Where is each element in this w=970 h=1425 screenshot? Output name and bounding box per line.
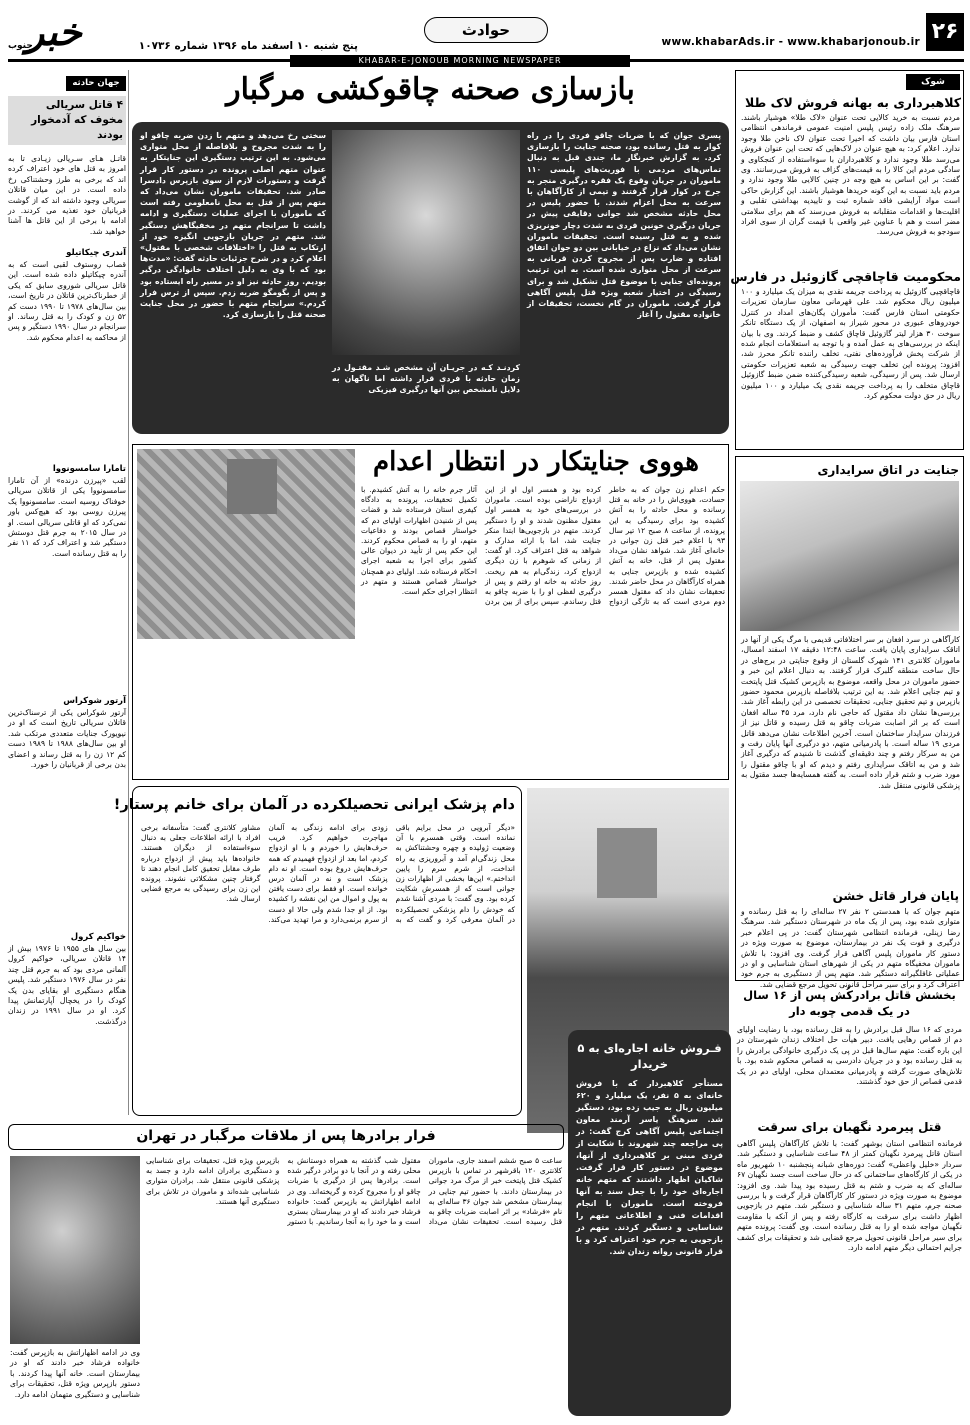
story-4 [8, 1124, 564, 1419]
headline: دام پزشک ایرانی تحصیلکرده در آلمان برای خانم پرستار! [113, 797, 515, 813]
story-text-right: پسری جوان که با ضربات چاقو فردی را در راه کوار به قتل رسانده بود، صحنه جنایت را بازسازی کرد. به گزارش خبرنگار ما، جندی قبل به دنبال تماس‌های مردمی با فوریت‌های پلیسی ۱۱۰ ماموران در جریان وقوع یک فقره درگیری منجر به جرح در کوار قرار گرفتند و تیمی از کارآگاهان با سرعت به محل اعزام شدند. با حضور پلیس در محل حادثه مشخص شد جوانی دقایقی پیش در جریان درگیری خونین فردی به شدت دچار خونریزی شده و به قتل رسیده است. تحقیقات ماموران نشان می‌داد که نزاع در خیابانی بین دو جوان اتفاق افتاده و ضارب پس از مجروح کردن قربانی به سرعت از محل متواری شده است. به این ترتیب پرونده‌ای جنایی با موضوع قتل تشکیل شد و برای رسیدگی در اختیار شعبه ویژه قتل پلیس آگاهی قرار گرفت. ماموران در گام نخست، تحقیقات از خانواده مقتول را آغاز [527, 131, 721, 320]
article-body: کارآگاهی در سرد افغان بر سر اختلافاتی قدیمی با مرگ یکی از آنها در اتاقک سرایداری پایان یافت. ساعت ۱۲:۴۸ دقیقه ۱۷ اسفند امسال، ماموران کلانتری ۱۴۱ شهرک گلستان از وقوع جنایتی در برج‌های در حال ساخت منطقه گلبرک قرار گرفتند. به دنبال اعلام این خبر و حضور ماموران در محل واقعه، موضوع به بازپرس کشیک قتل پایتخت و تیم جنایی اعلام شد. به این ترتیب بلافاصله بازپرس محمود حضور بازپرس و تیم تحقیق جنایی، تحقیقات تخصصی در این رابطه آغاز شد. بررسی‌ها نشان داد مقتول که حاجی نام دارد، مرد ۴۵ ساله افغان است که بر اثر اصابت ضربات چاقو به قتل رسیده و قاتل نیز از فرزندان سرایدار ساختمان است. آخرین اطلاعات نشان می‌دهد قاتل مردی ۱۹ ساله است. با پادرمیانی متهم، دو درگیری آنها پایان رفت و من به سرکار رفتم و چند دقیقه‌ای گذشت تا شنیدم که درگیری آغاز شد و من به اتاقک سرایداری رفتم و دیدم که او با چاقو مقتول را مورد ضرب و شتم قرار داده است. به گفته همسایه‌ها جسد مقتول به پزشکی قانونی منتقل شد. [741, 635, 960, 790]
article-title: بخشش قاتل برادرکُش پس از ۱۶ سال در یک قدمی چوبه دار [743, 988, 956, 1018]
headline: بازسازی صحنه چاقوکشی مرگبار [226, 72, 635, 107]
logo-text: خبر [26, 9, 82, 54]
section-banner: حوادث [424, 17, 548, 43]
woman-photo [137, 449, 355, 639]
headline: فرار برادرها پس از ملاقات مرگبار در تهران [136, 1128, 436, 1144]
headline: هووی جنایتکار در انتظار اعدام [373, 447, 699, 477]
subhead: تامارا سامسونووا [52, 464, 126, 474]
right-column [730, 70, 964, 1415]
websites-line: www.khabarAds.ir - www.khabarjonoub.ir [661, 36, 920, 48]
story-3-box [113, 786, 522, 1116]
box-text: مستأجر کلاهبردار که با فروش خانه‌ای به ۵ نفر، یک میلیارد و ۶۲۰ میلیون ریال به جیب زده بود، دستگیر شد. سرهنگ یاسر آرمند معاون اجتماعی پلیس آگاهی کرج گفت: در پی مراجعه چند شهروند با شکایت از فردی مبنی بر کلاهبرداری از آنها، موضوع در دستور کار قرار گرفت. شاکیان اظهار داشتند که متهم خانه اجاره‌ای خود را با جعل سند به آنها فروخته است. ماموران با انجام اقدامات فنی و اطلاعاتی متهم را شناسایی و دستگیر کردند. متهم در بازجویی به جرم خود اعتراف کرد و با قرار قانونی روانه زندان شد. [576, 1079, 723, 1256]
page-number-box: ۲۶ [926, 13, 964, 51]
intro-text: قاتـل هـای سـریالی زیـادی تا به امروز به قتل های خود اعتراف کرده اند که برخی به طرز وحشتناکی رخ داده است. در این میان قاتلان سریالی وجود داشته اند که از گوشت قربانیان خود تغذیه می کردند. در ادامه با برخی از این قاتل ها آشنا خواهید شد. [8, 154, 126, 236]
article-title: جنایت در اتاق سرایداری [817, 463, 959, 477]
article-title: محکومیت قاچاقچی گازوئیل در فارس [730, 269, 961, 284]
story-text-bottom: کردنـد کـه در جریـان آن مشخص شـد مقتـول در زمان حادثه با فردی قرار داشته اما ناگهان به دلایل نامشخص بین آنها درگیری فیزیکی [332, 363, 520, 395]
article-title: کلاهبرداری به بهانه فروش لاک طلا [745, 95, 961, 110]
article-body: قاچاقچیی گازوئیل به پرداخت جریمه نقدی به میزان یک میلیارد و ۱۰۰ میلیون ریال محکوم شد. علی قهرمانی معاون سازمان تعزیرات حکومتی استان فارس گفت: مأموران یگان‌های امداد در کنترل خودروهای عبوری در محور شیراز به اصفهان، از یک دستگاه تانکر سوخت ۳۰ هزار لیتر گازوئیل قاچاق کشف و ضبط کردند. وی با بیان اینکه در بررسی‌های به عمل آمده و با توجه به استعلامات انجام شده از شرکت پخش فرآورده‌های نفتی، تخلف راننده تانکر محرز شد، افزود: پرونده این تخلف جهت رسیدگی به شعبه تعزیرات حکومتی ارسال شد. پس از رسیدگی، شعبه رسیدگی‌کننده ضمن ضبط گازوئیل قاچاق متخلف را به پرداخت جریمه نقدی یک میلیارد و ۱۰۰ میلیون ریال در حق دولت محکوم کرد. [741, 287, 960, 401]
story-text: حکم اعدام زن جوان که به خاطر حسادت، هووی‌اش را در خانه به قتل رسانده و محل حادثه را به آتش کشیده بود برای رسیدگی به این پرونده، از ساعت ۸ صبح ۱۲ تیر سال ۹۳ با اعلام خبر قتل زن جوانی در خانه‌ای آغاز شد. شواهد نشان می‌داد مقتول پس از قتل، خانه به آتش کشیده شده و بازپرس جنایی به همراه کارآگاهان در محل حاضر شدند. تحقیقات نشان داد که مقتول همسر دوم مردی است که به تازگی ازدواج کرده بود و همسر اول او از این ازدواج ناراضی بوده است. ماموران در بررسی‌های خود به همسر اول مقتول مظنون شدند و او را دستگیر کردند. متهم در بازجویی‌ها ابتدا منکر جنایت شد، اما با ارائه مدارک و شواهد به قتل اعتراف کرد. او گفت: از زمانی که شوهرم با زن دیگری ازدواج کرد، زندگی‌ام به هم ریخت. روز حادثه به خانه او رفتم و پس از درگیری لفظی او را با ضربه چاقو به قتل رساندم. سپس برای از بین بردن آثار جرم خانه را به آتش کشیدم. با تکمیل تحقیقات، پرونده به دادگاه کیفری استان فرستاده شد و قضات پس از شنیدن اظهارات اولیای دم که خواستار قصاص بودند و دفاعیات متهم، او را به قصاص محکوم کردند. این حکم پس از تأیید در دیوان عالی کشور برای اجرا به شعبه اجرای احکام فرستاده شد. اولیای دم همچنان خواستار قصاص هستند و متهم در انتظار اجرای حکم است. [360, 485, 725, 607]
story-text: «دیگر آبرویی در محل برایم باقی نمانده است. وقتی همسرم با آن وضعیت ژولیده و چهره وحشتناکش به محل زندگی‌ام آمد و آبروریزی به راه انداخت، از شرم سرم را پایین انداختم.» این‌ها بخشی از اظهارات زن جوانی است که از همسرش شکایت کرده بود. وی گفت: با مردی آشنا شدم که خودش را دام پزشکی تحصیلکرده در آلمان معرفی کرد و گفت که به زودی برای ادامه زندگی به آلمان مهاجرت خواهیم کرد. فریب حرف‌هایش را خوردم و با او ازدواج کردم، اما بعد از ازدواج فهمیدم که همه حرف‌هایش دروغ بوده است. او نه دام پزشک است و نه در آلمان درس خوانده است. او فقط برای دست یافتن به پول و اموال من این نقشه را کشیده بود. از او جدا شدم ولی حالا او دست از سرم برنمی‌دارد و مرا تهدید می‌کند. مشاور کلانتری گفت: متأسفانه برخی افراد با ارائه اطلاعات جعلی به دنبال سوءاستفاده از دیگران هستند. خانواده‌ها باید پیش از ازدواج درباره طرف مقابل تحقیق کامل انجام دهند تا گرفتار چنین مشکلاتی نشوند. پرونده این زن برای رسیدگی به مرجع قضایی ارسال شد. [141, 823, 515, 924]
logo-sub: جنوب [8, 41, 33, 51]
subhead: آرتور شوکراس [63, 696, 126, 706]
right-box-3 [735, 987, 964, 1415]
article-title: قتل پیرمرد نگهبان برای سرقت [757, 1120, 942, 1134]
shock-kicker: شوک [906, 74, 960, 90]
subhead: خواکیم کرول [70, 932, 126, 942]
office-photo [740, 481, 959, 631]
lead-title: ۴ قاتل سریالی مخوف که آدمخوار بودند [8, 96, 126, 145]
section-text: آرتور شوکراس یکی از ترسناک‌ترین قاتلان سریالی تاریخ است که او در نیویورک جنایات متعددی مرتکب شد. او بین سال‌های ۱۹۸۸ تا ۱۹۸۹ دست کم ۱۲ زن را به قتل رساند و اعضای بدن برخی از قربانیان را خورد. [8, 708, 126, 770]
top-story [132, 70, 729, 435]
newspaper-logo [8, 9, 113, 57]
brothers-photo [10, 1156, 140, 1344]
photo-caption: وی در ادامه اظهاراتش به بازپرس گفت: خانواده فرشاد خبر دادند که او در بیمارستان است. خانه آنها پیدا کردند. با دستور بازپرس ویژه قتل، تحقیقات برای شناسایی و دستگیری متهمان ادامه دارد. [10, 1348, 140, 1399]
story-box [132, 122, 729, 434]
subhead: آندری چیکاتیلو [66, 248, 126, 258]
article-body: مردی که ۱۶ سال قبل برادرش را به قتل رسانده بود، با رضایت اولیای دم از قصاص رهایی یافت. دبیر هیأت حل اختلاف زندان شهرستان در این باره گفت: متهم سال‌ها قبل در پی یک درگیری خانوادگی برادرش را به قتل رسانده بود و در جریان دادرسی به قصاص محکوم شده بود. با تلاش‌های صورت گرفته و پادرمیانی معتمدان محلی، اولیای دم در یک قدمی قصاص از حق خود گذشتند. [737, 1025, 962, 1087]
article-title: پایان فرار قاتل خشن [832, 889, 959, 903]
section-text: قصاب روستوف لقبی است که به آندره چیکاتیلو داده شده است. این قاتل سریالی شوروی سابق که یکی از خطرناک‌ترین قاتلان در تاریخ است، بین سال‌های ۱۹۷۸ تا ۱۹۹۰ دست کم ۵۲ زن و کودک را به قتل رساند. او سرانجام در سال ۱۹۹۰ دستگیر و پس از محاکمه به اعدام محکوم شد. [8, 260, 126, 342]
photo-blur [597, 828, 657, 898]
right-box-2 [735, 456, 964, 989]
story-text-left: سختی رخ می‌دهد و متهم با زدن ضربه چاقو او را به شدت مجروح و بلافاصله از محل متواری می‌شود. به این ترتیب دستگیری این جنایتکار به عنوان متهم اصلی پرونده در دستور کار قرار گرفت و دستورات لازم از سوی بازپرس دادسرا صادر شد. تحقیقات ماموران نشان می‌داد که متهم پس از قتل به محل نامعلومی رفته است که ماموران با اجرای عملیات دستگیری و ادامه داشت تا سرانجام متهم در مخفیگاهش دستگیر شد. متهم در جریان بازجویی انگیزه خود از ارتکاب به قتل را «اختلافات شخصی با مقتول» اعلام کرد و در شرح جزئیات حادثه گفت: «مدت‌ها بود که با وی به دلیل اختلاف خانوادگی درگیر بودیم. روز حادثه نیز او در مسیر راه ایستاده بود و پس از بگومگو ضربه زدم. سپس از ترس فرار کردم.» سرانجام متهم با حضور در محل جنایت صحنه قتل را بازسازی کرد. [140, 131, 326, 320]
left-column-divider [128, 70, 129, 1115]
right-box-1 [730, 70, 964, 450]
rental-fraud-box [568, 1030, 731, 1416]
date-line: پنج شنبه ۱۰ اسفند ماه ۱۳۹۶ شماره ۱۰۷۳۶ [138, 40, 358, 52]
article-body: مردم نسبت به خرید کالایی تحت عنوان «لاک طلا» هوشیار باشند. سرهنگ ملک زاده رئیس پلیس امنیت عمومی فرماندهی انتظامی استان فارس بیان داشت که اخیرا تحت عنوان لاک ناخن طلا وجود ندارد. اعلام کرد: به هیچ عنوان در لاک‌هایی که تحت این عنوان فروش می‌رسد طلا وجود ندارد و کلاهبرداران با سوءاستفاده از کنجکاوی و سادگی مردم این کالا را به قیمت‌های گزاف به فروش می‌رسانند. وی گفت: بر این اساس به هیچ وجه در چنین کالایی طلا وجود ندارد و مردم باید نسبت به این گونه خریدها هوشیار باشند. این گزارش حاکی است مواد آرایشی فاقد شماره ثبت و تاییدیه بهداشتی تقلبی و اقلیت‌ها و اقدامات متقلبانه به فروش می‌رسند که هم برای سلامتی مضر است و هم با عناوین غیر واقعی با قیمت گران از سوی افراد سودجو به فروش می‌رسد. [741, 113, 960, 237]
left-column [8, 76, 126, 1116]
english-name-bar: KHABAR-E-JONOUB MORNING NEWSPAPER [290, 55, 630, 67]
section-text: بین سال های ۱۹۵۵ تا ۱۹۷۶ بیش از ۱۴ قاتلان سریالی، خواکیم کرول آلمانی مردی بود که به جرم قتل چند نفر در سال ۱۹۷۶ دستگیر شد. پلیس هنگام دستگیری او بقایای بدن یک کودک را در یخچال آپارتمانش پیدا کرد. او در سال ۱۹۹۱ در زندان درگذشت. [8, 944, 126, 1026]
article-body: فرمانده انتظامی استان بوشهر گفت: با تلاش کارآگاهان پلیس آگاهی استان قاتل پیرمرد نگهبان کمتر از ۴۸ ساعت شناسایی و دستگیر شد. سردار «خلیل واعظی» گفت: دوره‌های شبانه پنجشنبه ۱۰ شهریور ماه در یکی از کارگاه‌های ساختمانی که در حال ساخت است جسد نگهبان ۶۷ ساله‌ای که به ضرب و شتم به قتل رسیده بود پیدا شد. وی افزود: موضوع به صورت ویژه در دستور کار کارآگاهان قرار گرفت و با بررسی صحنه جرم، متهم ۳۱ ساله شناسایی و دستگیر شد. متهم در بازجویی اظهار داشت برای سرقت به کارگاه رفته و پس از آنکه با مقاومت نگهبان مواجه شده او را به قتل رسانده است. وی گفت: پرونده متهم برای سیر مراحل قانونی تحویل مرجع قضایی شد و تحقیقات برای کشف جرایم احتمالی دیگر متهم ادامه دارد. [737, 1139, 962, 1253]
section-text: لقب «پیرزن درنده» از آن تامارا سامسونووا یکی از قاتلان سریالی خوفناک روسیه است. سامسونووا یک پیرزن روسی بود که هیچ‌کس باور نمی‌کرد که او قاتلی سریالی است. او در سال ۲۰۱۵ به جرم قتل دوستش دستگیر شد و اعتراف کرد که ۱۱ نفر را به قتل رسانده است. [8, 476, 127, 558]
suspect-photo [332, 130, 520, 355]
article-body: متهم جوان که با همدستی ۲ نفر ۲۷ ساله‌ای را به قتل رسانده و متواری شده بود، پس از یک ماه در شهرستان دستگیر شد. سرهنگ رضا زینلی، فرمانده انتظامی شهرستان گفت: در پی اعلام خبر درگیری و فوت یک نفر در بیمارستان، موضوع به صورت ویژه در دستور کار ماموران پلیس آگاهی قرار گرفت. وی افزود: با تلاش ماموران مخفیگاه متهم در یکی از شهرهای استان شناسایی و او در عملیاتی غافلگیرانه دستگیر شد. متهم پس از دستگیری به جرم خود اعتراف کرد و برای سیر مراحل قانونی تحویل مرجع قضایی شد. [741, 907, 960, 989]
story-2-box [132, 444, 729, 780]
world-kicker: جهان حادثه [66, 76, 126, 91]
box-title: فـروش خانه اجاره‌ای به ۵ خریدار [577, 1041, 722, 1071]
photo-blur [227, 459, 277, 514]
story-text: ساعت ۵ صبح ششم اسفند جاری، ماموران کلانتری ۱۲۰ باقرشهر در تماس با بازپرس کشیک قتل پایتخت خبر از مرگ مرد جوانی در بیمارستان دادند. با حضور تیم جنایی در بیمارستان مشخص شد جوان ۳۶ ساله‌ای به نام «فرشاد» بر اثر اصابت ضربات چاقو به قتل رسیده است. تحقیقات نشان می‌داد مقتول شب گذشته به همراه دوستانش به محلی رفته و در آنجا با دو برادر درگیر شده است. برادرها پس از درگیری با ضربات چاقو او را مجروح کرده و گریخته‌اند. وی در ادامه اظهاراتش به بازپرس گفت: خانواده فرشاد خبر دادند که او در بیمارستان بستری است و ما خود را به آنجا رساندیم. با دستور بازپرس ویژه قتل، تحقیقات برای شناسایی و دستگیری برادران ادامه دارد و جسد به پزشکی قانونی منتقل شد. برادران متواری شناسایی شده‌اند و ماموران در تلاش برای دستگیری آنها هستند. [146, 1156, 562, 1227]
